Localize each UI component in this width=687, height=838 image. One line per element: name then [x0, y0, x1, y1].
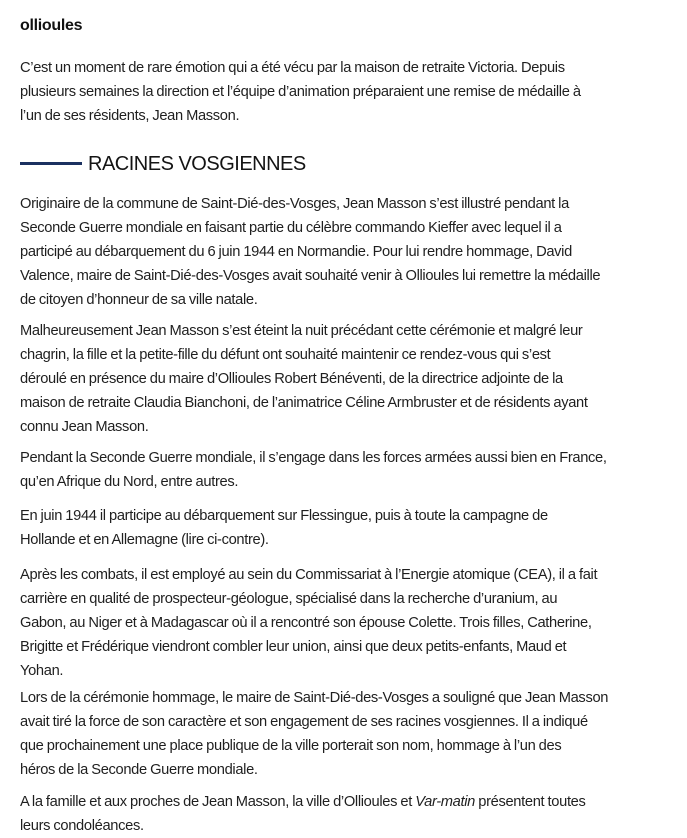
text-line: déroulé en présence du maire d’Ollioules Robert Bénéventi, de la directrice adjointe de la	[20, 370, 563, 387]
heading-accent-rule	[20, 162, 82, 165]
closing-text-end: présentent toutes	[475, 793, 586, 810]
text-line: Hollande et en Allemagne (lire ci-contre).	[20, 531, 269, 548]
closing-paragraph	[20, 790, 687, 838]
text-line: Après les combats, il est employé au sein du Commissariat à l’Energie atomique (CEA), il a fait	[20, 566, 598, 583]
article-location: ollioules	[20, 17, 83, 34]
text-line: Brigitte et Frédérique viendront combler leur union, ainsi que deux petits-enfants, Maud et	[20, 638, 567, 655]
text-line	[20, 790, 668, 814]
body-paragraph-3	[20, 446, 687, 494]
text-line: Originaire de la commune de Saint-Dié-des-Vosges, Jean Masson s’est illustré pendant la	[20, 195, 569, 212]
intro-paragraph	[20, 56, 687, 128]
text-line: Malheureusement Jean Masson s’est éteint la nuit précédant cette cérémonie et malgré leur	[20, 322, 583, 339]
text-line: chagrin, la fille et la petite-fille du défunt ont souhaité maintenir ce rendez-vous qui s’est	[20, 346, 551, 363]
text-line: C’est un moment de rare émotion qui a été vécu par la maison de retraite Victoria. Depuis	[20, 59, 565, 76]
text-line: participé au débarquement du 6 juin 1944 en Normandie. Pour lui rendre hommage, David	[20, 243, 572, 260]
body-paragraph-1	[20, 192, 687, 312]
section-heading	[20, 150, 306, 178]
text-line: de citoyen d’honneur de sa ville natale.	[20, 291, 258, 308]
text-line: maison de retraite Claudia Bianchoni, de l’animatrice Céline Armbruster et de résidents ayant	[20, 394, 588, 411]
text-line: l’un de ses résidents, Jean Masson.	[20, 107, 240, 124]
text-line: connu Jean Masson.	[20, 418, 149, 435]
body-paragraph-4	[20, 504, 687, 552]
text-line: Pendant la Seconde Guerre mondiale, il s’engage dans les forces armées aussi bien en France,	[20, 449, 607, 466]
body-paragraph-2	[20, 319, 687, 439]
text-line: avait tiré la force de son caractère et son engagement de ses racines vosgiennes. Il a indiqué	[20, 713, 588, 730]
body-paragraph-6	[20, 686, 687, 782]
text-line: Lors de la cérémonie hommage, le maire de Saint-Dié-des-Vosges a souligné que Jean Masson	[20, 689, 609, 706]
section-heading-text: RACINES VOSGIENNES	[88, 152, 306, 175]
text-line: Seconde Guerre mondiale en faisant partie du célèbre commando Kieffer avec lequel il a	[20, 219, 562, 236]
text-line: plusieurs semaines la direction et l’équipe d’animation préparaient une remise de médaille à	[20, 83, 581, 100]
text-line: qu’en Afrique du Nord, entre autres.	[20, 473, 239, 490]
text-line: Gabon, au Niger et à Madagascar où il a rencontré son épouse Colette. Trois filles, Catherine,	[20, 614, 592, 631]
text-line: Valence, maire de Saint-Dié-des-Vosges avait souhaité venir à Ollioules lui remettre la médaille	[20, 267, 601, 284]
text-line: Yohan.	[20, 662, 64, 679]
text-line: que prochainement une place publique de la ville porterait son nom, hommage à l’un des	[20, 737, 562, 754]
text-line: carrière en qualité de prospecteur-géologue, spécialisé dans la recherche d’uranium, au	[20, 590, 558, 607]
text-line: leurs condoléances.	[20, 817, 144, 834]
text-line: En juin 1944 il participe au débarquement sur Flessingue, puis à toute la campagne de	[20, 507, 548, 524]
text-line: héros de la Seconde Guerre mondiale.	[20, 761, 258, 778]
body-paragraph-5	[20, 563, 687, 683]
publication-name: Var-matin	[415, 793, 476, 810]
closing-text-start: A la famille et aux proches de Jean Masson, la ville d’Ollioules et	[20, 793, 416, 810]
